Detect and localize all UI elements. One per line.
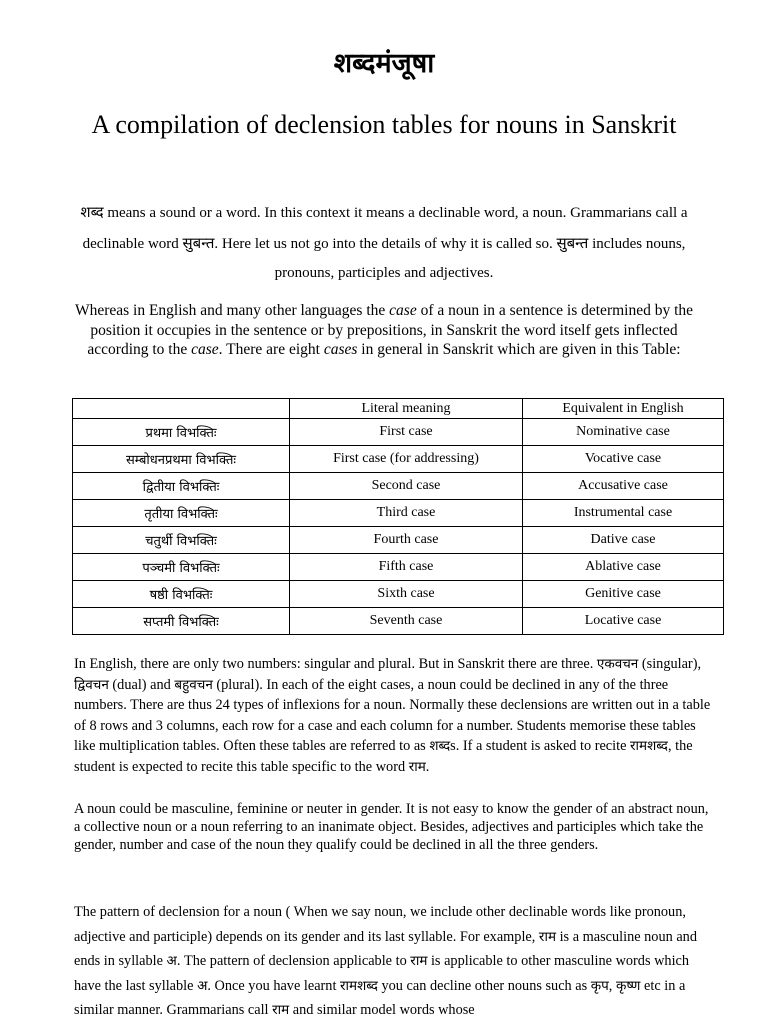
text-run: . [425, 758, 430, 775]
text-devanagari: राम [538, 928, 557, 945]
table-row [73, 581, 724, 608]
table-row [73, 473, 724, 500]
text-run: and similar model words whose [289, 1002, 475, 1018]
text-run: includes nouns, pronouns, participles and adjectives. [274, 235, 686, 281]
text-devanagari: बहुवचन [174, 676, 213, 693]
text-run: The pattern of declension for a noun ( When we say noun, we include other declinable words like pronoun, adjective and participle) depends on its gender and its last syllable. For example, [74, 904, 686, 945]
table-row [73, 500, 724, 527]
table-header-cell: Literal meaning [290, 399, 523, 419]
text-run: In English, there are only two numbers: singular and plural. But in Sanskrit there are three. [74, 656, 597, 672]
text-run: . The pattern of declension applicable to [176, 953, 411, 969]
intro-paragraph [74, 198, 694, 289]
text-run: , the student is expected to recite this table specific to the word [74, 738, 693, 775]
text-run: . Once you have learnt [207, 977, 340, 994]
text-devanagari: शब्द [80, 203, 104, 221]
table-cell-english: Genitive case [523, 581, 724, 608]
text-devanagari: कृष्ण [615, 977, 641, 994]
text-run: you can decline other nouns such as [377, 977, 591, 994]
table-cell-meaning: Sixth case [290, 581, 523, 608]
text-devanagari: अ [197, 977, 208, 994]
text-devanagari: राम [272, 1002, 290, 1018]
text-run: is a masculine noun and ends in syllable [74, 928, 697, 969]
table-row [73, 527, 724, 554]
table-cell-english: Locative case [523, 608, 724, 635]
text-run: (singular), [638, 656, 702, 672]
table-cell-sanskrit: सम्बोधनप्रथमा विभक्तिः [73, 446, 290, 473]
table-cell-english: Dative case [523, 527, 724, 554]
text-run: means a sound or a word. In this context it means a declinable word, a noun. Grammarians call a declinable word [82, 205, 688, 252]
table-header-cell [73, 399, 290, 419]
cases-paragraph [74, 301, 694, 360]
case-table [72, 398, 724, 635]
text-italic: case [389, 302, 417, 319]
text-run: etc in a similar manner. Grammarians call [74, 977, 686, 1018]
text-run: s. If a student is asked to recite [450, 738, 631, 754]
declension-pattern-paragraph [74, 900, 714, 1023]
table-header-cell: Equivalent in English [523, 399, 724, 419]
table-cell-meaning: Third case [290, 500, 523, 527]
table-cell-meaning: Fifth case [290, 554, 523, 581]
table-cell-sanskrit: प्रथमा विभक्तिः [73, 419, 290, 446]
text-run: , [608, 977, 616, 994]
text-run: (plural). In each of the eight cases, a noun could be declined in any of the three numbers. There are thus 24 types of inflexions for a noun. Normally these declensions are written out in a table of 8 rows and 3 columns, each row for a case and each column for a number. Students memorise these tables like multiplication tables. Often these tables are referred to as [74, 676, 711, 754]
text-devanagari: रामशब्द [630, 738, 668, 754]
table-cell-sanskrit: पञ्चमी विभक्तिः [73, 554, 290, 581]
text-run: in general in Sanskrit which are given in this Table: [357, 341, 681, 358]
table-row [73, 419, 724, 446]
table-cell-meaning: Fourth case [290, 527, 523, 554]
table-header-row [73, 399, 724, 419]
table-cell-sanskrit: द्वितीया विभक्तिः [73, 473, 290, 500]
text-devanagari: रामशब्द [340, 977, 378, 994]
text-devanagari: कृप [590, 977, 609, 994]
table-cell-english: Nominative case [523, 419, 724, 446]
table-row [73, 446, 724, 473]
table-cell-sanskrit: सप्तमी विभक्तिः [73, 608, 290, 635]
table-cell-meaning: Seventh case [290, 608, 523, 635]
table-row [73, 608, 724, 635]
numbers-paragraph [74, 654, 714, 777]
table-cell-meaning: First case [290, 419, 523, 446]
text-devanagari: सुबन्त [182, 233, 215, 252]
table-cell-english: Vocative case [523, 446, 724, 473]
text-devanagari: राम [408, 758, 426, 775]
table-cell-meaning: Second case [290, 473, 523, 500]
text-devanagari: द्विवचन [74, 676, 109, 693]
table-row [73, 554, 724, 581]
text-italic: cases [323, 341, 358, 358]
text-devanagari: अ [166, 953, 177, 969]
text-devanagari: एकवचन [596, 656, 639, 672]
table-cell-english: Accusative case [523, 473, 724, 500]
text-run: is applicable to other masculine words which have the last syllable [74, 953, 690, 994]
table-cell-sanskrit: षष्ठी विभक्तिः [73, 581, 290, 608]
text-run: . There are eight [218, 341, 324, 358]
text-italic: case [191, 341, 219, 358]
table-cell-english: Instrumental case [523, 500, 724, 527]
table-cell-english: Ablative case [523, 554, 724, 581]
table-cell-meaning: First case (for addressing) [290, 446, 523, 473]
table-cell-sanskrit: चतुर्थी विभक्तिः [73, 527, 290, 554]
text-devanagari: सुबन्त [556, 233, 589, 252]
gender-paragraph: A noun could be masculine, feminine or neuter in gender. It is not easy to know the gender of an abstract noun, a collective noun or a noun referring to an inanimate object. Besides, adjectives and participles which take the gender, number and case of the noun they qualify could be declined in all the three genders. [74, 801, 709, 853]
text-run: Whereas in English and many other languages the [74, 302, 390, 319]
text-run: . Here let us not go into the details of why it is called so. [214, 235, 557, 252]
text-run: (dual) and [108, 676, 175, 693]
text-devanagari: शब्द [429, 738, 451, 754]
page-title: A compilation of declension tables for nouns in Sanskrit [91, 110, 677, 139]
table-cell-sanskrit: तृतीया विभक्तिः [73, 500, 290, 527]
text-devanagari: राम [410, 953, 428, 969]
page-title-devanagari: शब्दमंजूषा [333, 48, 435, 79]
text-run: of a noun in a sentence is determined by the position it occupies in the sentence or by prepositions, in Sanskrit the word itself gets inflected according to the [87, 302, 694, 358]
